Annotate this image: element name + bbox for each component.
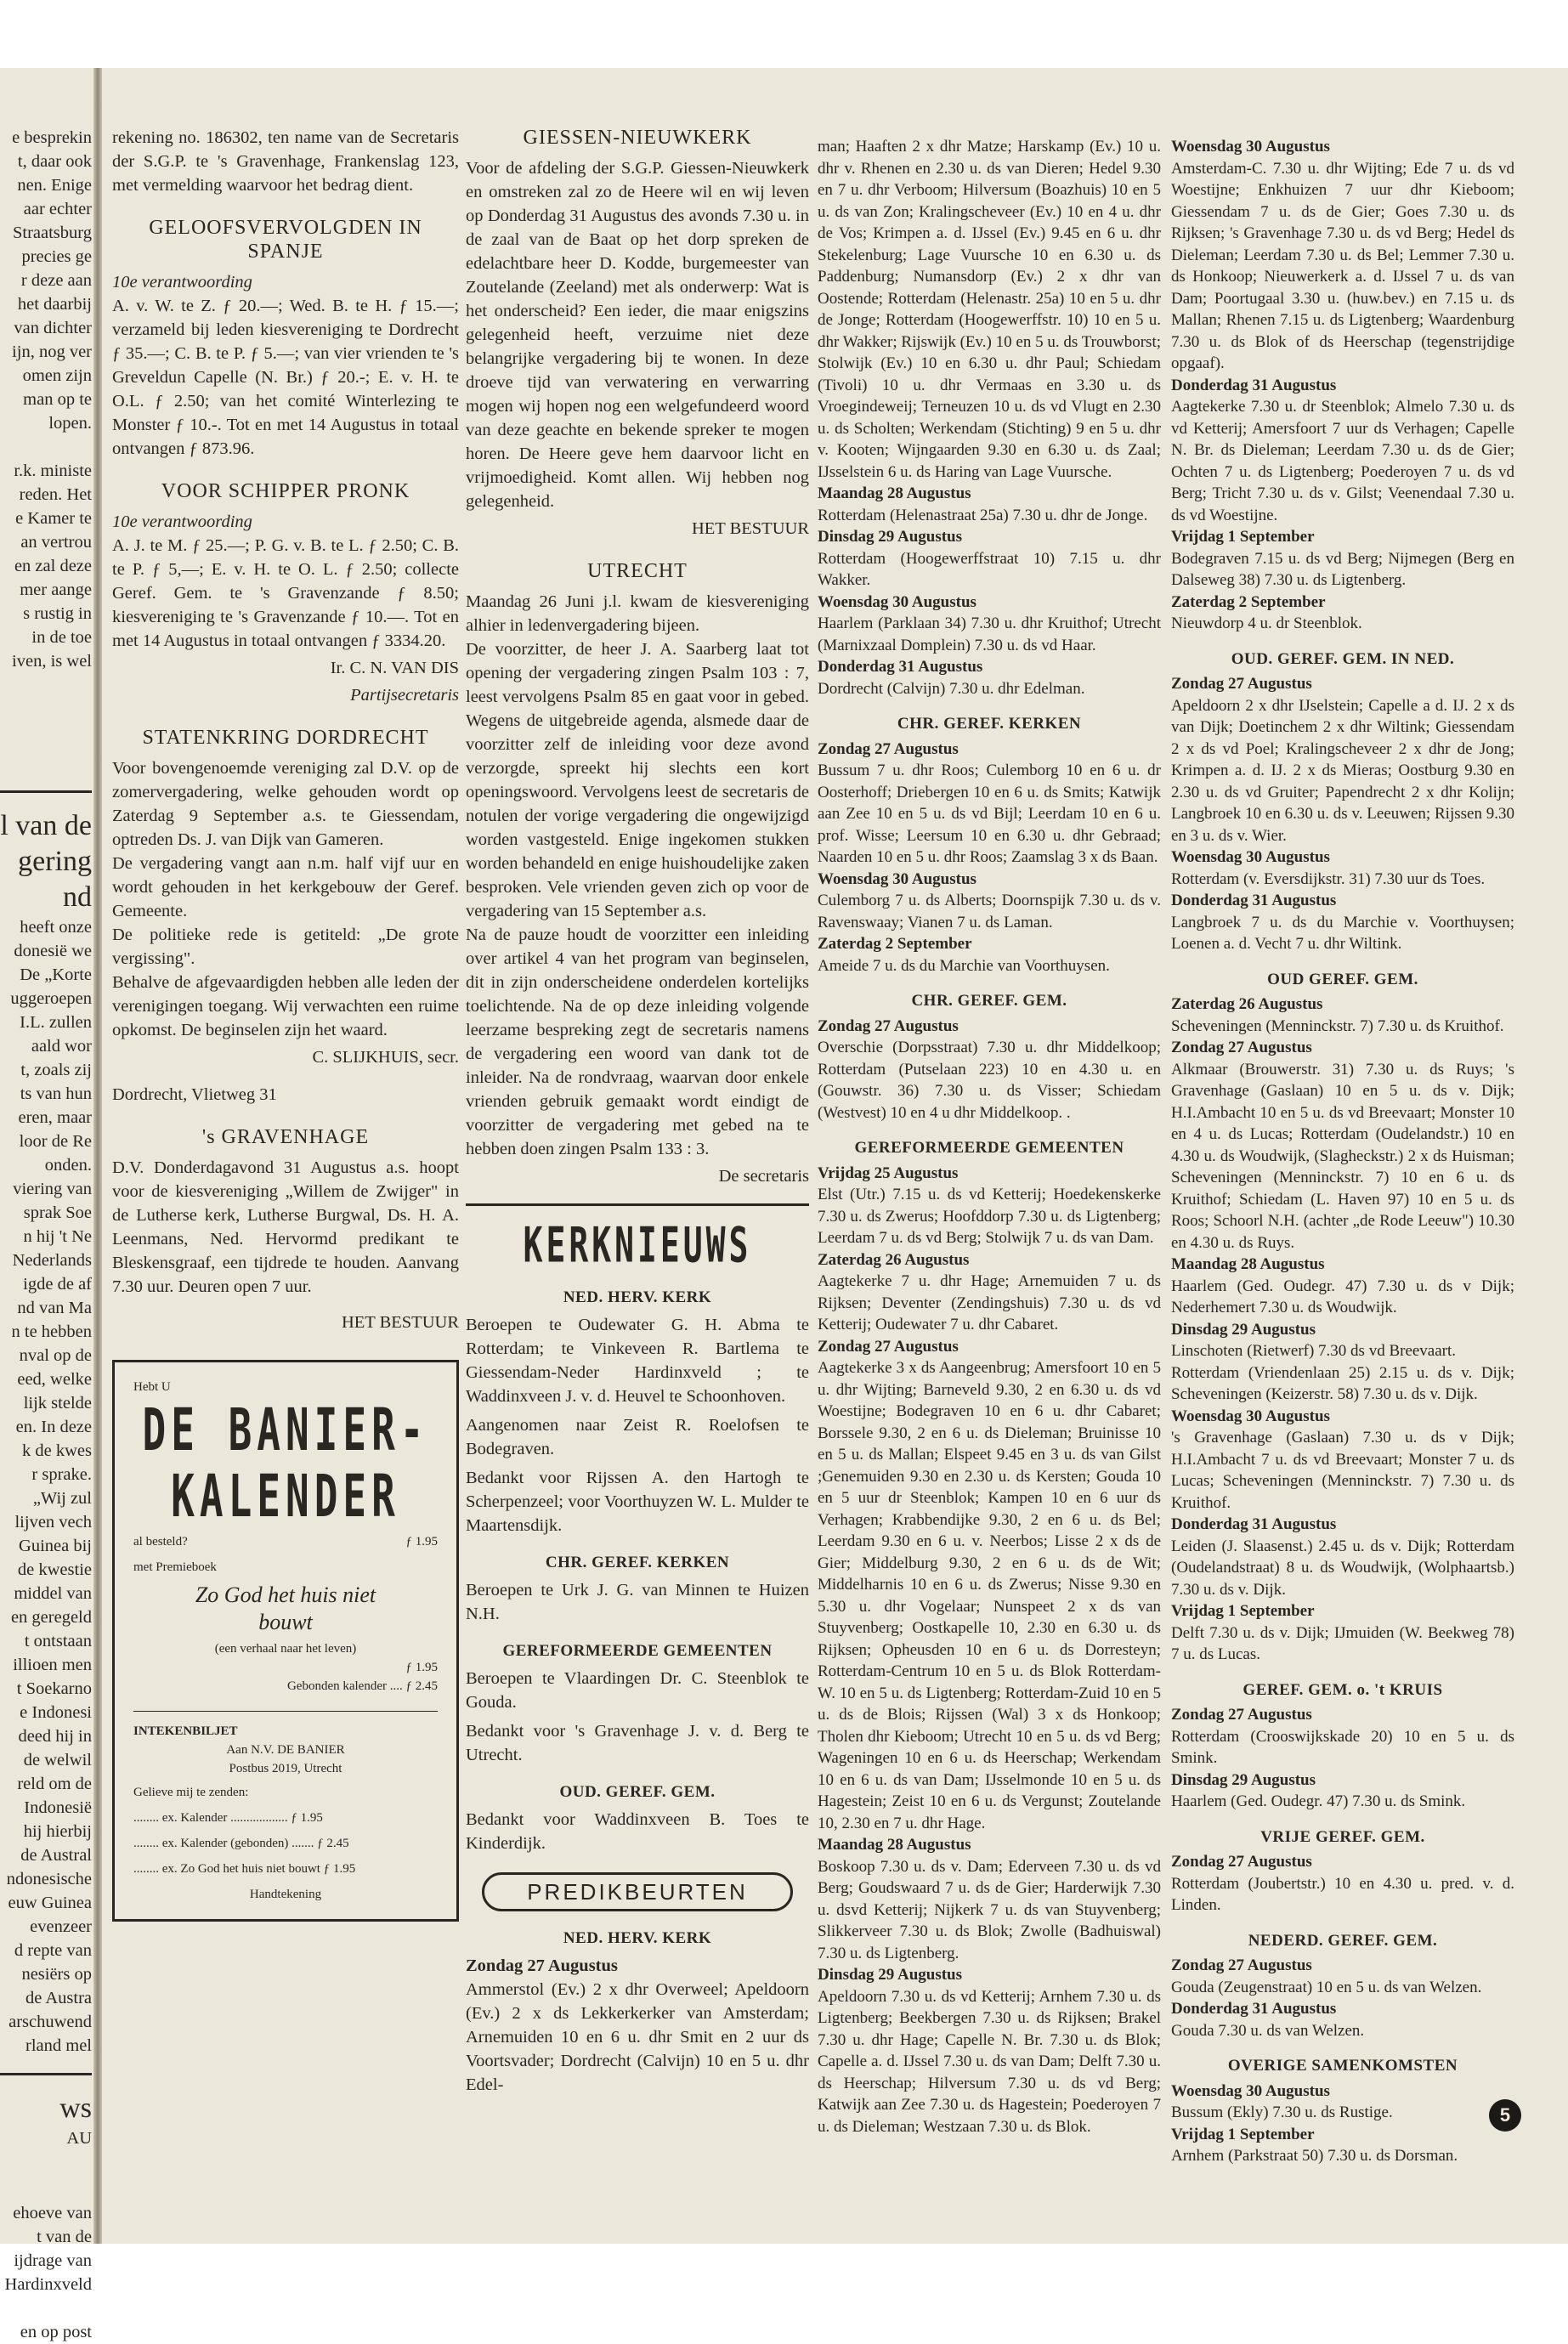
section-title: NEDERD. GEREF. GEM. <box>1248 1931 1438 1950</box>
clipped-line: viering van <box>13 1180 92 1198</box>
clipped-heading-2: ws <box>59 2092 92 2124</box>
signature: HET BESTUUR <box>691 519 809 538</box>
clipped-line: illioen men <box>13 1656 92 1674</box>
day-heading: Zaterdag 26 Augustus <box>1171 995 1323 1013</box>
day-heading: Woensdag 30 Augustus <box>818 869 976 888</box>
section-text: Gouda 7.30 u. ds van Welzen. <box>1171 2021 1365 2040</box>
clipped-line: an vertrou <box>20 533 92 552</box>
clipped-adjacent-column <box>0 126 92 2344</box>
day-heading: Dinsdag 29 Augustus <box>1171 1770 1316 1789</box>
section-text: Rotterdam (Helenastraat 25a) 7.30 u. dhr de Jonge. <box>818 506 1148 524</box>
clipped-line: en op post <box>20 2323 92 2341</box>
clipped-line: euw Guinea <box>8 1894 92 1912</box>
intro-text: rekening no. 186302, ten name van de Secretaris der S.G.P. te 's Gravenhage, Frankenslag 123, met vermelding waarvoor het bedrag dient. <box>112 128 459 195</box>
clipped-line: evenzeer <box>30 1917 92 1936</box>
ad-gebonden: Gebonden kalender .... ƒ 2.45 <box>286 1679 438 1693</box>
section-text: Bedankt voor Rijssen A. den Hartogh te Scherpenzeel; voor Voorthuyzen W. L. Mulder te Maartensdijk. <box>466 1469 809 1535</box>
section-title: CHR. GEREF. GEM. <box>911 992 1067 1010</box>
clipped-line: Straatsburg <box>12 224 92 242</box>
signature: HET BESTUUR <box>341 1313 459 1332</box>
coupon-title: INTEKENBILJET <box>133 1724 238 1738</box>
column-1 <box>112 126 459 1922</box>
clipped-line: precies ge <box>21 247 92 266</box>
clipped-line: ndonesische <box>6 1870 92 1888</box>
clipped-line: ijdrage van <box>14 2251 92 2270</box>
section-text: De voorzitter, de heer J. A. Saarberg laat tot opening der vergadering zingen Psalm 103 : 7, leest vervolgens Psalm 85 en gaat voor in gebed. Wegens de uitgebreide agenda, alsmede daar de voorzitter zelf de inleiding voor deze avond verzorgde, spreekt hij slechts een kort openingswoord. Vervolgens leest de secretaris de notulen der vorige vergadering die ongewijzigd worden vastgesteld. Enige ingekomen stukken worden behandeld en enige huishoudelijke zaken besproken. Vele vrienden geven zich op voor de vergadering van 15 September a.s. <box>466 640 809 920</box>
section-title: VRIJE GEREF. GEM. <box>1260 1827 1425 1846</box>
clipped-line: lijk stelde <box>23 1394 92 1413</box>
section-text: Amsterdam-C. 7.30 u. dhr Wijting; Ede 7 u. ds vd Woestijne; Enkhuizen 7 uur dhr Kieboom; Giessendam 7 u. ds de Gier; Goes 7.30 u. ds Rijksen; 's Gravenhage 7.30 u. ds vd Berg; Hedel ds Dieleman; Leerdam 7.30 u. ds Bel; Lemmer 7.30 u. ds Honkoop; Nieuwerkerk a. d. IJssel 7 u. ds van Dam; Poortugaal 3.30 u. (huw.bev.) en 7.15 u. ds Mallan; Rhenen 7.15 u. ds Ligtenberg; Waardenburg 7.30 u. ds Blok of ds Heerschap (tegenstrijdige opgaaf). <box>1171 159 1514 372</box>
section-text: Gouda (Zeugenstraat) 10 en 5 u. ds van Welzen. <box>1171 1978 1482 1996</box>
section-text: Rotterdam (Vriendenlaan 25) 2.15 u. ds v. Dijk; Scheveningen (Keizerstr. 58) 7.30 u. ds v. Dijk. <box>1171 1363 1514 1403</box>
clipped-line: middel van <box>14 1584 92 1603</box>
column-3 <box>818 136 1161 2137</box>
day-heading: Zaterdag 2 September <box>818 935 972 953</box>
clipped-line: hij hierbij <box>23 1822 92 1841</box>
clipped-line: nval op de <box>19 1346 92 1365</box>
section-text: Haarlem (Ged. Oudegr. 47) 7.30 u. ds v Dijk; Nederhemert 7.30 u. ds Woudwijk. <box>1171 1277 1514 1316</box>
coupon-order-2[interactable]: ........ ex. Kalender (gebonden) ....... ƒ 2.45 <box>133 1837 349 1850</box>
section-text: Leiden (J. Slaasenst.) 2.45 u. ds v. Dijk; Rotterdam (Oudelandstraat) 8 u. ds Woudwijk, (Wolphaartsb.) 7.30 u. ds v. Dijk. <box>1171 1537 1514 1599</box>
column-2 <box>466 126 809 2097</box>
clipped-line: e Indonesi <box>20 1703 92 1722</box>
ad-premieboek: met Premieboek <box>133 1560 217 1574</box>
clipped-line: e Kamer te <box>15 509 92 528</box>
clipped-line: t Soekarno <box>16 1679 92 1698</box>
ad-coupon <box>133 1711 438 1904</box>
clipped-text-block-3 <box>0 2201 92 2344</box>
coupon-order-3[interactable]: ........ ex. Zo God het huis niet bouwt ƒ 1.95 <box>133 1862 356 1876</box>
section-text: Rotterdam (Hoogewerffstraat 10) 7.15 u. dhr Wakker. <box>818 549 1161 589</box>
day-heading: Zondag 27 Augustus <box>818 1337 959 1356</box>
section-text: Alkmaar (Brouwerstr. 31) 7.30 u. ds Ruys; 's Gravenhage (Gaslaan) 10 en 5 u. ds v. Dijk; H.I.Ambacht 10 en 5 u. ds vd Breevaart; Monster 10 en 4 u. ds Lucas; Rotterdam (Oudelandstr.) 10 en 4.30 u. ds Woudwijk, (Slagheckstr.) 2 x ds Huisman; Scheveningen (Menninckstr. 7) 10 en 6 u. ds Kruithof; Schiedam (L. Haven 97) 10 en 5 u. ds Roos; Schoorl N.H. (achter „de Rode Leeuw") 10.30 en 4.30 u. ds Ruys. <box>1171 1060 1514 1252</box>
clipped-line: reden. Het <box>19 485 92 504</box>
clipped-line: van dichter <box>14 319 92 337</box>
clipped-line: r.k. ministe <box>14 461 92 480</box>
clipped-line: t ontstaan <box>24 1632 92 1650</box>
section-text: Dordrecht (Calvijn) 7.30 u. dhr Edelman. <box>818 679 1085 698</box>
clipped-line: in de toe <box>31 628 92 647</box>
section-subtitle: 10e verantwoording <box>112 512 252 531</box>
section-text: Aagtekerke 7.30 u. dr Steenblok; Almelo 7.30 u. ds vd Ketterij; Amersfoort 7 uur ds Verhagen; Capelle N. Br. ds Dieleman; Leerdam 7.30 u. ds de Gier; Ochten 7 u. ds Ligtenberg; Poederoyen 7 u. ds vd Berg; Tricht 7.30 u. ds v. Gilst; Veenendaal 7.30 u. ds vd Woestijne. <box>1171 398 1514 524</box>
ad-book-line-2: bouwt <box>258 1610 313 1634</box>
clipped-line: gering <box>18 846 92 877</box>
section-text: Ammerstol (Ev.) 2 x dhr Overweel; Apeldoorn (Ev.) 2 x ds Lekkerkerker van Amsterdam; Arnemuiden 10 en 6 u. dhr Smit en 2 uur ds Voortsvader; Dordrecht (Calvijn) 10 en 5 u. dhr Edel- <box>466 1980 809 2094</box>
clipped-line: deed hij in <box>18 1727 92 1746</box>
clipped-line: t van de <box>37 2228 92 2246</box>
section-text: Aangenomen naar Zeist R. Roelofsen te Bodegraven. <box>466 1416 809 1458</box>
clipped-line: onden. <box>44 1156 92 1175</box>
day-heading: Donderdag 31 Augustus <box>1171 2000 1337 2018</box>
section-text: Bedankt voor Waddinxveen B. Toes te Kinderdijk. <box>466 1810 809 1853</box>
clipped-line: Hardinxveld <box>4 2275 92 2294</box>
ad-book-price: ƒ 1.95 <box>405 1661 438 1674</box>
page-number: 5 <box>1489 2099 1521 2132</box>
clipped-line: en geregeld <box>10 1608 92 1627</box>
clipped-line: t, zoals zij <box>20 1061 92 1079</box>
column-4 <box>1171 136 1514 2167</box>
clipped-line <box>0 435 92 459</box>
section-title: OUD GEREF. GEM. <box>1267 970 1418 988</box>
clipped-text-block-1 <box>0 126 92 673</box>
section-text: Elst (Utr.) 7.15 u. ds vd Ketterij; Hoedekenskerke 7.30 u. ds Zwerus; Hoofddorp 7.30 u. ds Ligtenberg; Leerdam 7 u. ds vd Berg; Stolwijk 7 u. ds van Dam. <box>818 1186 1161 1247</box>
clipped-line: de Austra <box>25 1989 92 2007</box>
section-text: Linschoten (Rietwerf) 7.30 ds vd Breevaart. <box>1171 1342 1457 1360</box>
clipped-line: en. In deze <box>15 1418 92 1436</box>
ad-price-row <box>133 1532 438 1551</box>
day-heading: Woensdag 30 Augustus <box>1171 2081 1330 2100</box>
banier-kalender-advert <box>112 1360 459 1922</box>
clipped-line: igde de af <box>23 1275 92 1294</box>
clipped-line: k de kwes <box>22 1441 92 1460</box>
section-text: Boskoop 7.30 u. ds v. Dam; Ederveen 7.30 u. ds vd Berg; Goudswaard 7 u. ds de Gier; Harderwijk 7.30 u. dsvd Ketterij; Nijkerk 7 u. ds van Stuyvenberg; Slikkerveer 7.30 u. ds Blok; Zwolle (Badhuiswal) 7.30 u. ds Ligtenberg. <box>818 1857 1161 1962</box>
section-text: Rotterdam (v. Eversdijkstr. 31) 7.30 uur ds Toes. <box>1171 869 1486 888</box>
day-heading: Zondag 27 Augustus <box>818 739 959 758</box>
clipped-line: aar echter <box>23 200 92 218</box>
clipped-line: d repte van <box>14 1941 92 1960</box>
section-text: Beroepen te Oudewater G. H. Abma te Rotterdam; te Vinkeveen R. Bartlema te Giessendam-Neder Hardinxveld ; te Waddinxveen J. v. d. Heuvel te Schoonhoven. <box>466 1316 809 1406</box>
section-text: Arnhem (Parkstraat 50) 7.30 u. ds Dorsman. <box>1171 2147 1458 2165</box>
section-title: GEREFORMEERDE GEMEENTEN <box>502 1642 773 1660</box>
section-text: Voor de afdeling der S.G.P. Giessen-Nieuwkerk en omstreken zal zo de Heere wil en wij leven op Donderdag 31 Augustus des avonds 7.30 u. in de zaal van de Baat op het dorp spreken de edelachtbare heer D. Kodde, burgemeester van Zoutelande (Zeeland) met als onderwerp: Wat is het onderscheid? Een ieder, die maar enigszins gelegenheid heeft, verzuime niet deze belangrijke vergadering bij te wonen. In deze droeve tijd van verwatering en verwarring mogen wij hopen nog een welgefundeerd woord van deze geachte en bekende spreker te mogen horen. De Heere geve hem daarvoor licht en vrijmoedigheid. Komt allen. Wij hebben nog gelegenheid. <box>466 159 809 511</box>
section-text: Langbroek 7 u. ds du Marchie v. Voorthuysen; Loenen a. d. Vecht 7 u. dhr Wiltink. <box>1171 913 1514 953</box>
section-title: CHR. GEREF. KERKEN <box>897 715 1082 733</box>
clipped-line: lopen. <box>48 414 92 433</box>
section-text: Maandag 26 Juni j.l. kwam de kiesvereniging alhier in ledenvergadering bijeen. <box>466 592 809 635</box>
day-heading: Vrijdag 1 September <box>1171 2125 1315 2143</box>
section-text: De politieke rede is getiteld: „De grote vergissing". <box>112 926 459 968</box>
section-text: Na de pauze houdt de voorzitter een inleiding over artikel 4 van het program van beginselen, dit in zijn onderscheidene onderdelen kortelijks toelichtende. Na de op deze inleiding volgende leerzame bespreking zegt de secretaris namens de vergadering een woord van dank tot de inleider. Na de rondvraag, waarvan door enkele vrienden gebruik gemaakt wordt eindigt de voorzitter de vergadering met gebed na te hebben doen zingen Psalm 133 : 3. <box>466 926 809 1158</box>
ad-title <box>133 1396 438 1529</box>
section-title: OUD. GEREF. GEM. IN NED. <box>1231 649 1455 668</box>
day-heading: Woensdag 30 Augustus <box>1171 1407 1330 1425</box>
section-text: Aagtekerke 3 x ds Aangeenbrug; Amersfoort 10 en 5 u. dhr Wijting; Barneveld 9.30, 2 en 6.30 u. ds vd Woestijne; Bodegraven 10 en 6 u. dhr Cabaret; Borssele 9.30, 2 en 6 u. ds Dieleman; Bruinisse 10 en 5 u. ds Mallan; Elspeet 9.45 en 3 u. ds van Gilst ;Genemuiden 9.30 en 2.30 u. ds Kersten; Gouda 10 en 5 uur dr Steenblok; Kampen 10 en 6 uur ds Verhagen; Krabbendijke 9.30, 2 en 6 u. ds Bel; Leerdam 9.30 en 6 u. v. Neerbos; Lisse 2 x ds de Gier; Middelburg 9.30, 2 en 6 u. ds de Wit; Middelharnis 10 en 6 u. ds Zwerus; Nisse 9.30 en 5.30 u. dhr Vogelaar; Nunspeet 2 x ds van Stuyvenberg; Oostkapelle 10, 2.30 en 6.30 u. ds Rijksen; Opheusden 10 en 6 u. ds Dorresteyn; Rotterdam-Centrum 10 en 5 u. ds Blok Rotterdam-W. 10 en 5 u. ds Ligtenberg; Rotterdam-Zuid 10 en 5 u. ds de Blois; Rijssen (Wal) 3 x ds Honkoop; Tholen dhr Kieboom; Utrecht 10 en 5 u. ds vd Berg; Wageningen 10 en 6 u. ds Heerschap; Werkendam 10 en 6 u. ds van Dam; IJsselmonde 10 en 5 u. ds Hagestein; Zeist 10 en 6 u. ds Vergunst; Zoutelande 10, 2.30 en 7 u. dhr Hage. <box>818 1359 1161 1832</box>
day-heading: Zaterdag 2 September <box>1171 592 1326 611</box>
clipped-line: het daarbij <box>17 295 92 314</box>
day-heading: Woensdag 30 Augustus <box>1171 138 1330 156</box>
section-text: Aagtekerke 7 u. dhr Hage; Arnemuiden 7 u. ds Rijksen; Deventer (Zendingshuis) 7.30 u. ds vd Ketterij; Oudewater 7 u. dhr Cabaret. <box>818 1272 1161 1333</box>
section-title: NED. HERV. KERK <box>563 1929 712 1947</box>
section-text: Bussum (Ekly) 7.30 u. ds Rustige. <box>1171 2103 1393 2121</box>
clipped-line: loor de Re <box>19 1132 92 1151</box>
ad-title-line-2: KALENDER <box>171 1461 400 1531</box>
kerknieuws-masthead: KERKNIEUWS <box>523 1217 752 1273</box>
clipped-line: ehoeve van <box>13 2204 92 2222</box>
clipped-line: n te hebben <box>11 1322 92 1341</box>
signature: De secretaris <box>718 1167 809 1186</box>
day-heading: Zondag 27 Augustus <box>1171 675 1312 693</box>
section-text: 's Gravenhage (Gaslaan) 7.30 u. ds v Dijk; H.I.Ambacht 7 u. ds vd Breevaart; Monster 7 u. ds Lucas; Scheveningen (Menninckstr. 7) 7.30 u. ds Kruithof. <box>1171 1429 1514 1512</box>
section-text: De vergadering vangt aan n.m. half vijf uur en wordt gehouden in het kerkgebouw der Geref. Gemeente. <box>112 854 459 920</box>
divider <box>0 2073 92 2075</box>
clipped-line: donesië we <box>14 942 92 960</box>
day-heading: Zaterdag 26 Augustus <box>818 1250 970 1269</box>
ad-book-desc: (een verhaal naar het leven) <box>214 1642 357 1656</box>
clipped-line: de kwestie <box>17 1560 92 1579</box>
clipped-line: uggeroepen <box>10 989 92 1008</box>
section-text: Voor bovengenoemde vereniging zal D.V. op de zomervergadering, welke gehouden wordt op Zaterdag 9 September a.s. te Giessendam, optreden Ds. J. van Dijk van Gameren. <box>112 759 459 849</box>
section-text: Scheveningen (Menninckstr. 7) 7.30 u. ds Kruithof. <box>1171 1016 1504 1035</box>
section-text: Beroepen te Vlaardingen Dr. C. Steenblok te Gouda. <box>466 1669 809 1712</box>
clipped-line: I.L. zullen <box>20 1013 92 1032</box>
section-text: Rotterdam (Crooswijkskade 20) 10 en 5 u. ds Smink. <box>1171 1727 1514 1767</box>
section-text: Bodegraven 7.15 u. ds vd Berg; Nijmegen (Berg en Dalseweg 38) 7.30 u. ds Ligtenberg. <box>1171 549 1514 589</box>
clipped-line: man op te <box>23 390 92 409</box>
divider <box>466 1203 809 1206</box>
ad-al-besteld: al besteld? <box>133 1535 188 1549</box>
clipped-text-block-2 <box>0 915 92 2058</box>
clipped-line <box>0 2296 92 2320</box>
section-title: GEREF. GEM. o. 't KRUIS <box>1243 1680 1443 1699</box>
clipped-line: „Wij zul <box>32 1489 92 1508</box>
section-title: OUD. GEREF. GEM. <box>559 1783 716 1801</box>
section-text: Ameide 7 u. ds du Marchie van Voorthuysen. <box>818 956 1110 975</box>
day-heading: Vrijdag 1 September <box>1171 1602 1315 1620</box>
ad-book-title <box>133 1582 438 1636</box>
ad-price: ƒ 1.95 <box>405 1535 438 1549</box>
clipped-line: rland mel <box>25 2036 92 2055</box>
section-title: GELOOFSVERVOLGDEN IN SPANJE <box>149 217 422 263</box>
clipped-line: e besprekin <box>12 128 92 147</box>
section-title: VOOR SCHIPPER PRONK <box>161 480 410 502</box>
clipped-line: eed, welke <box>17 1370 92 1389</box>
day-heading: Donderdag 31 Augustus <box>1171 376 1337 394</box>
day-heading: Donderdag 31 Augustus <box>1171 1515 1337 1533</box>
signature: Ir. C. N. VAN DIS <box>330 659 459 677</box>
signature-role: Partijsecretaris <box>350 686 459 705</box>
clipped-line: sprak Soe <box>23 1203 92 1222</box>
day-heading: Zondag 27 Augustus <box>818 1016 959 1035</box>
day-heading: Zondag 27 Augustus <box>1171 1853 1312 1871</box>
clipped-line: Nederlands <box>12 1251 92 1270</box>
day-heading: Woensdag 30 Augustus <box>1171 848 1330 866</box>
ad-title-line-1: DE BANIER- <box>142 1395 429 1464</box>
clipped-line: de Austral <box>20 1846 92 1865</box>
section-text: D.V. Donderdagavond 31 Augustus a.s. hoopt voor de kiesvereniging „Willem de Zwijger" in de Lutherse kerk, Lutherse Burgwal, Ds. H. A. Leenmans, Ned. Hervormd predikant te Bleskensgraaf, een tijdrede te houden. Aanvang 7.30 uur. Deuren open 7 uur. <box>112 1158 459 1296</box>
clipped-line: reld om de <box>17 1775 92 1793</box>
clipped-line: aald wor <box>31 1037 92 1056</box>
clipped-line: nesiërs op <box>21 1965 92 1984</box>
section-title: 's GRAVENHAGE <box>201 1126 370 1148</box>
clipped-line: ijn, nog ver <box>12 343 92 361</box>
section-title: GIESSEN-NIEUWKERK <box>523 127 752 149</box>
clipped-line: omen zijn <box>22 366 92 385</box>
clipped-line: ts van hun <box>20 1084 92 1103</box>
section-text: Nieuwdorp 4 u. dr Steenblok. <box>1171 614 1362 632</box>
clipped-line: Guinea bij <box>19 1537 92 1555</box>
clipped-line: mer aange <box>20 580 92 599</box>
place-line: Dordrecht, Vlietweg 31 <box>112 1085 277 1104</box>
clipped-heading <box>0 808 92 915</box>
section-title: OVERIGE SAMENKOMSTEN <box>1227 2057 1458 2075</box>
coupon-signature[interactable]: Handtekening <box>249 1888 322 1901</box>
section-subtitle: 10e verantwoording <box>112 273 252 292</box>
section-title: NED. HERV. KERK <box>563 1288 712 1306</box>
clipped-line: De „Korte <box>20 965 92 984</box>
day-heading: Dinsdag 29 Augustus <box>818 1966 963 1984</box>
clipped-line: nen. Enige <box>17 176 92 195</box>
day-heading: Maandag 28 Augustus <box>818 484 971 502</box>
clipped-line: r sprake. <box>31 1465 92 1484</box>
section-title: STATENKRING DORDRECHT <box>142 727 429 749</box>
day-heading: Dinsdag 29 Augustus <box>818 528 963 546</box>
clipped-line: lijven vech <box>14 1513 92 1532</box>
clipped-heading-2b: AU <box>66 2129 92 2148</box>
clipped-line: Indonesië <box>24 1798 92 1817</box>
section-title: CHR. GEREF. KERKEN <box>545 1554 730 1571</box>
section-title: GEREFORMEERDE GEMEENTEN <box>854 1139 1124 1157</box>
section-text: Culemborg 7 u. ds Alberts; Doornspijk 7.30 u. ds v. Ravenswaay; Vianen 7 u. ds Laman. <box>818 892 1161 931</box>
day-heading: Maandag 28 Augustus <box>818 1836 971 1854</box>
clipped-line: eren, maar <box>18 1108 92 1127</box>
section-text: Rotterdam (Joubertstr.) 10 en 4.30 u. pred. v. d. Linden. <box>1171 1874 1514 1914</box>
section-text: Bussum 7 u. dhr Roos; Culemborg 10 en 6 u. dr Oosterhoff; Driebergen 10 en 6 u. ds Smits; Katwijk aan Zee 10 en 5 u. ds vd Bijl; Leerdam 10 en 6 u. prof. Wisse; Leersum 10 en 6.30 u. dhr Gebraad; Naarden 10 en 5 u. dhr Roos; Zaamslag 3 x ds Baan. <box>818 762 1161 866</box>
coupon-address-2: Postbus 2019, Utrecht <box>229 1762 342 1775</box>
day-heading: Vrijdag 1 September <box>1171 528 1315 546</box>
section-text: Haarlem (Ged. Oudegr. 47) 7.30 u. ds Smink. <box>1171 1792 1466 1810</box>
clipped-line: iven, is wel <box>12 652 92 671</box>
section-text: Haarlem (Parklaan 34) 7.30 u. dhr Kruithof; Utrecht (Marnixzaal Domplein) 7.30 u. ds vd Haar. <box>818 614 1161 654</box>
clipped-line: heeft onze <box>20 918 92 937</box>
coupon-order-1[interactable]: ........ ex. Kalender .................. ƒ 1.95 <box>133 1811 323 1825</box>
day-heading: Maandag 28 Augustus <box>1171 1255 1325 1273</box>
clipped-line: en zal deze <box>14 557 92 575</box>
day-heading: Dinsdag 29 Augustus <box>1171 1320 1316 1339</box>
section-text: Apeldoorn 2 x dhr IJselstein; Capelle a d. IJ. 2 x ds van Dijk; Doetinchem 2 x dhr Wiltink; Giessendam 2 x ds vd Poel; Kralingscheveer 2 x dhr de Jong; Krimpen a. d. IJ. 2 x ds Mieras; Oostburg 9.30 en 2.30 u. ds vd Gruiter; Papendrecht 2 x dhr Kolijn; Langbroek 10 en 6.30 u. ds v. Leeuwen; Rijssen 9.30 en 3 u. ds v. Wier. <box>1171 696 1514 845</box>
section-title: UTRECHT <box>587 560 688 582</box>
day-heading: Woensdag 30 Augustus <box>818 592 976 611</box>
day-heading: Zondag 27 Augustus <box>1171 1956 1312 1974</box>
signature: C. SLIJKHUIS, secr. <box>312 1048 459 1067</box>
clipped-line: l van de <box>0 810 92 841</box>
clipped-line: r deze aan <box>20 271 92 290</box>
clipped-line: arschuwend <box>8 2013 92 2031</box>
section-text: Behalve de afgevaardigden hebben alle leden der verenigingen toegang. Wij verwachten een ruime opkomst. De beginselen zijn het waard. <box>112 973 459 1039</box>
coupon-gelieve: Gelieve mij te zenden: <box>133 1786 249 1799</box>
clipped-line: t, daar ook <box>17 152 92 171</box>
clipped-line: n hij 't Ne <box>23 1227 92 1246</box>
section-text: Overschie (Dorpsstraat) 7.30 u. dhr Middelkoop; Rotterdam (Putselaan 223) 10 en 4.30 u. en (Gouwstr. 36) 7.30 u. ds Visser; Schiedam (Westvest) 10 en 4 u dhr Middelkoop. . <box>818 1039 1161 1122</box>
section-text: Bedankt voor 's Gravenhage J. v. d. Berg te Utrecht. <box>466 1722 809 1764</box>
ad-hebt-u: Hebt U <box>133 1380 171 1394</box>
day-heading: Zondag 27 Augustus <box>1171 1039 1312 1056</box>
section-text: A. J. te M. ƒ 25.—; P. G. v. B. te L. ƒ 2.50; C. B. te P. ƒ 5,—; E. v. H. te O. L. ƒ 2.50; collecte Geref. Gem. te 's Gravenzande ƒ 8.50; kiesvereniging te 's Gravenzande ƒ 10.—. Tot en met 14 Augustus in totaal ontvangen ƒ 3334.20. <box>112 536 459 650</box>
section-text: Beroepen te Urk J. G. van Minnen te Huizen N.H. <box>466 1581 809 1623</box>
day-heading: Donderdag 31 Augustus <box>1171 892 1337 909</box>
section-text: Apeldoorn 7.30 u. ds vd Ketterij; Arnhem 7.30 u. ds Ligtenberg; Beekbergen 7.30 u. ds Rijksen; Brakel 7.30 u. dhr Hage; Capelle N. Br. 7.30 u. ds Blok; Capelle a. d. IJssel 7.30 u. ds van Dam; Delft 7.30 u. ds Heerschap; Hilversum 7.30 u. ds vd Berg; Katwijk aan Zee 7.30 u. ds Hagestein; Poederoyen 7 u. ds Dieleman; Westzaan 7.30 u. ds Blok. <box>818 1987 1161 2136</box>
day-heading: Zondag 27 Augustus <box>1171 1706 1312 1724</box>
clipped-line: de welwil <box>23 1751 92 1769</box>
day-heading: Vrijdag 25 Augustus <box>818 1164 959 1182</box>
clipped-line: nd <box>63 881 92 913</box>
day-heading: Donderdag 31 Augustus <box>818 658 983 676</box>
ad-book-line-1: Zo God het huis niet <box>195 1582 376 1607</box>
coupon-address-1: Aan N.V. DE BANIER <box>226 1743 345 1757</box>
page-fold-gutter <box>93 68 102 2244</box>
section-text: Delft 7.30 u. ds v. Dijk; IJmuiden (W. Beekweg 78) 7 u. ds Lucas. <box>1171 1623 1514 1663</box>
predikbeurten-heading: PREDIKBEURTEN <box>482 1872 793 1911</box>
section-text: A. v. W. te Z. ƒ 20.—; Wed. B. te H. ƒ 15.—; verzameld bij leden kiesvereniging te Dordrecht ƒ 35.—; C. B. te P. ƒ 5.—; van vier vrienden te 's Greveldun Capelle (N. Br.) ƒ 20.-; E. v. H. te O.L. ƒ 2.50; van het comité Winterlezing te Monster ƒ 10.-. Tot en met 14 Augustus in totaal ontvangen ƒ 873.96. <box>112 297 459 458</box>
divider <box>0 790 92 793</box>
section-text: man; Haaften 2 x dhr Matze; Harskamp (Ev.) 10 u. dhr v. Rhenen en 2.30 u. ds van Dieren; Hedel 9.30 en 7 u. dhr Verboom; Hilversum (Boazhuis) 10 en 5 u. ds van Zon; Kralingscheveer (Ev.) 10 en 4 u. dhr de Vos; Krimpen a. d. IJssel (Ev.) 9.45 en 6 u. dhr Stekelenburg; Lage Vuursche 10 en 6.30 u. ds Paddenburg; Numansdorp (Ev.) 2 x dhr van Oostende; Rotterdam (Helenastr. 25a) 10 en 5 u. dhr de Jonge; Rotterdam (Hoogewerffstr. 10) 10 en 5 u. dhr Wakker; Rijswijk (Ev.) 10 en 5 u. ds Trouwborst; Stolwijk (Ev.) 10 en 6.30 u. dhr Paul; Schiedam (Tivoli) 10 u. dhr Vermaas en 3.30 u. ds Vroegindeweij; Terneuzen 10 u. ds vd Vlugt en 2.30 u. ds Scholten; Werkendam (Stichting) 9 en 5 u. dhr v. Kooten; Wijngaarden 9.30 en 6.30 u. ds Zaal; IJsselstein 6 u. ds Haring van Lage Vuursche. <box>818 138 1161 481</box>
clipped-line: s rustig in <box>23 604 92 623</box>
day-heading: Zondag 27 Augustus <box>466 1956 618 1975</box>
clipped-line: nd van Ma <box>17 1299 92 1317</box>
